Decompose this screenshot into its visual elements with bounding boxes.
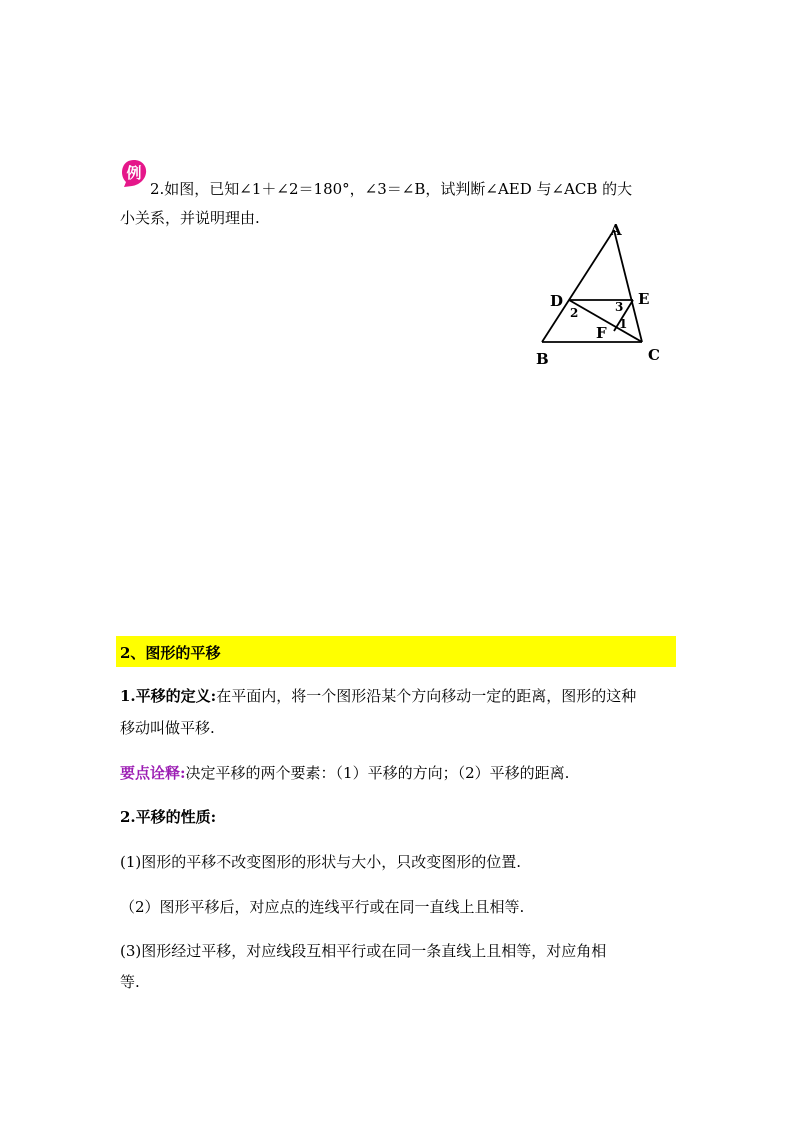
section-header [116,636,676,667]
property-item-2: （2）图形平移后，对应点的连线平行或在同一直线上且相等. [120,898,525,916]
label-a: A [610,221,622,239]
key-point-text: 决定平移的两个要素：（1）平移的方向；（2）平移的距离. [185,764,570,782]
angle-label-2: 2 [570,306,579,320]
definition-line1 [120,681,676,711]
key-point-label: 要点诠释: [120,764,186,782]
angle-label-3: 3 [615,300,624,314]
definition-label: 1.平移的定义: [120,687,217,705]
key-point [120,758,676,788]
example-question-line1: 2.如图，已知∠1＋∠2＝180°，∠3＝∠B，试判断∠AED 与∠ACB 的大 [150,180,633,198]
example-badge-char: 例 [126,164,142,182]
triangle-figure [530,218,670,370]
example-badge-icon [120,158,148,188]
definition-line2: 移动叫做平移. [120,719,215,737]
label-b: B [536,350,549,368]
label-c: C [648,346,660,364]
label-f: F [596,324,607,342]
property-item-1: (1)图形的平移不改变图形的形状与大小，只改变图形的位置. [120,853,522,871]
angle-label-1: 1 [619,317,628,331]
label-d: D [550,292,564,310]
property-item-3: (3)图形经过平移，对应线段互相平行或在同一条直线上且相等，对应角相 [120,942,607,960]
section-title: 2、图形的平移 [120,644,221,662]
example-question-line2: 小关系，并说明理由. [120,209,260,227]
label-e: E [638,290,650,308]
properties-label: 2.平移的性质: [120,808,217,826]
property-item-3-cont: 等. [120,973,140,991]
definition-text-line1: 在平面内，将一个图形沿某个方向移动一定的距离，图形的这种 [216,687,637,705]
